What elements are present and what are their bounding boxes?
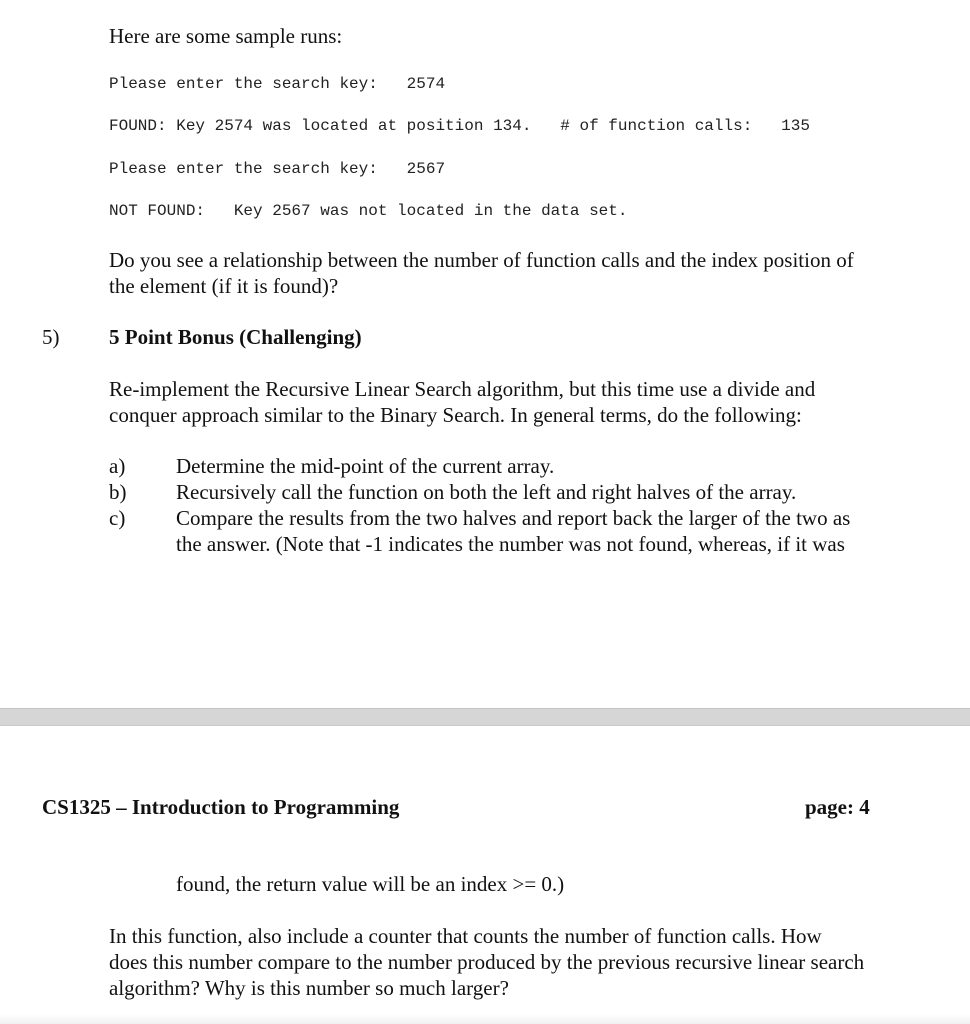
sample-run-line: FOUND: Key 2574 was located at position 134. # of function calls: 135	[109, 117, 810, 135]
description-line: conquer approach similar to the Binary Search. In general terms, do the following:	[109, 403, 802, 427]
sample-run-line: Please enter the search key: 2574	[109, 75, 446, 93]
relationship-question	[109, 247, 854, 299]
step-text-b: Recursively call the function on both the left and right halves of the array.	[176, 480, 797, 504]
step-c-line: the answer. (Note that -1 indicates the number was not found, whereas, if it was	[176, 532, 845, 556]
paragraph-line: algorithm? Why is this number so much larger?	[109, 976, 509, 1000]
intro-text: Here are some sample runs:	[109, 24, 343, 48]
step-text-c	[176, 505, 850, 557]
step-text-a: Determine the mid-point of the current array.	[176, 454, 555, 478]
section-title: 5 Point Bonus (Challenging)	[109, 325, 362, 349]
step-label-c: c)	[109, 506, 126, 530]
step-label-b: b)	[109, 480, 127, 504]
step-c-line: Compare the results from the two halves and report back the larger of the two as	[176, 506, 851, 530]
page-number: page: 4	[805, 795, 870, 819]
course-header-title: CS1325 – Introduction to Programming	[42, 795, 400, 819]
description-line: Re-implement the Recursive Linear Search algorithm, but this time use a divide and	[109, 377, 816, 401]
paragraph-line: In this function, also include a counter that counts the number of function calls. How	[109, 924, 822, 948]
continuation-text: found, the return value will be an index >= 0.)	[176, 872, 565, 896]
section-number: 5)	[42, 325, 60, 349]
bottom-shadow	[0, 1014, 970, 1024]
counter-paragraph	[109, 923, 864, 1001]
question-line: the element (if it is found)?	[109, 274, 339, 298]
question-line: Do you see a relationship between the number of function calls and the index position of	[109, 248, 854, 272]
sample-run-line: Please enter the search key: 2567	[109, 160, 446, 178]
paragraph-line: does this number compare to the number produced by the previous recursive linear search	[109, 950, 865, 974]
step-label-a: a)	[109, 454, 126, 478]
page-separator	[0, 708, 970, 726]
sample-run-line: NOT FOUND: Key 2567 was not located in the data set.	[109, 202, 628, 220]
section-description	[109, 376, 815, 428]
document-page-bottom	[0, 726, 970, 1024]
